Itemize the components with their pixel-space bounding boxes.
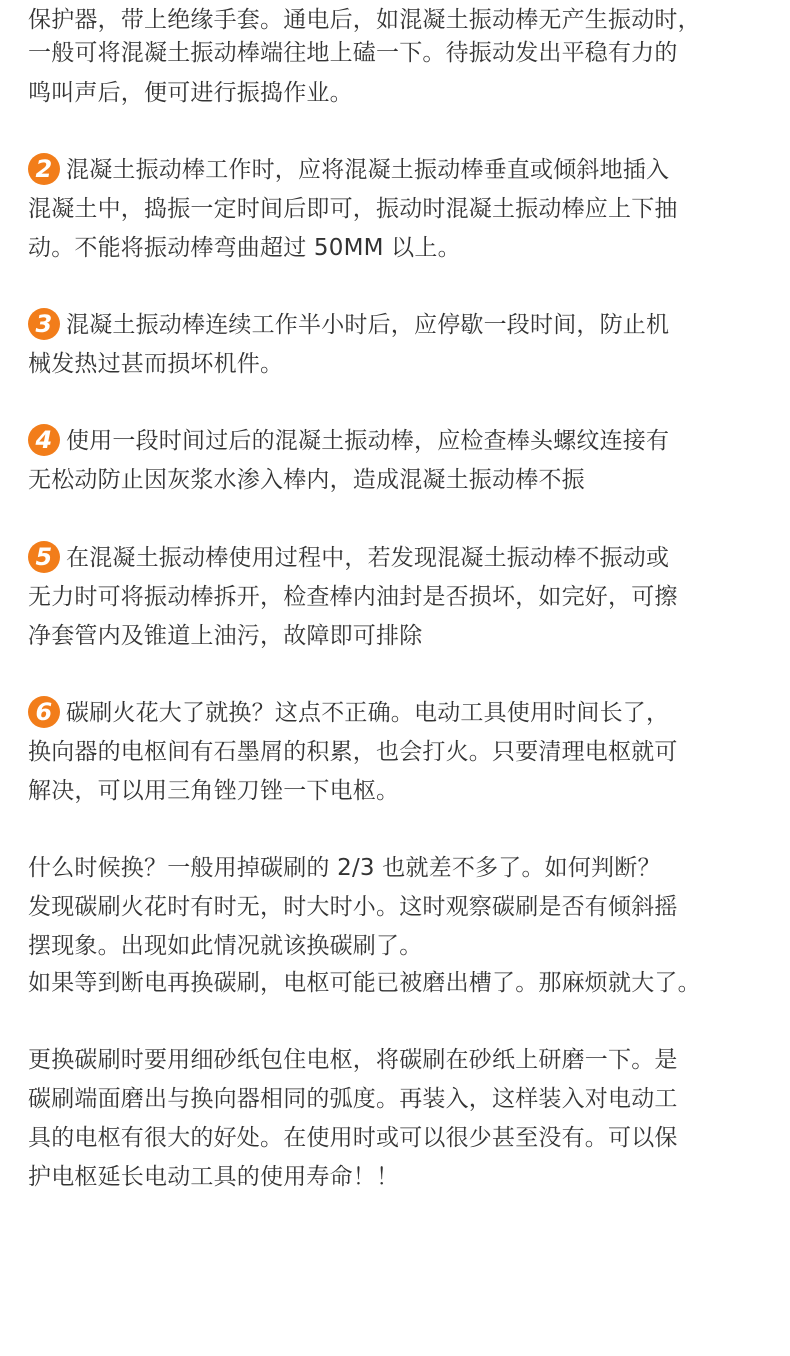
paragraph-line: 鸣叫声后，便可进行振捣作业。 — [28, 80, 353, 106]
number-badge-2: 2 — [28, 153, 60, 185]
paragraph-line: 换向器的电枢间有石墨屑的积累，也会打火。只要清理电枢就可 — [28, 739, 678, 765]
numbered-paragraph-line — [28, 305, 669, 345]
number-badge-6: 6 — [28, 696, 60, 728]
paragraph-line: 护电枢延长电动工具的使用寿命！！ — [28, 1164, 400, 1190]
paragraph-line: 摆现象。出现如此情况就该换碳刷了。 — [28, 933, 423, 959]
paragraph-line: 更换碳刷时要用细砂纸包住电枢，将碳刷在砂纸上研磨一下。是 — [28, 1047, 678, 1073]
paragraph-line: 碳刷端面磨出与换向器相同的弧度。再装入，这样装入对电动工 — [28, 1086, 678, 1112]
paragraph-line: 保护器，带上绝缘手套。通电后，如混凝土振动棒无产生振动时， — [28, 7, 701, 33]
paragraph-line: 无松动防止因灰浆水渗入棒内，造成混凝土振动棒不振 — [28, 467, 585, 493]
paragraph-line: 一般可将混凝土振动棒端往地上磕一下。待振动发出平稳有力的 — [28, 40, 678, 66]
paragraph-text: 混凝土振动棒工作时，应将混凝土振动棒垂直或倾斜地插入 — [66, 157, 670, 183]
paragraph-line: 混凝土中，捣振一定时间后即可，振动时混凝土振动棒应上下抽 — [28, 196, 678, 222]
number-badge-4: 4 — [28, 424, 60, 456]
numbered-paragraph-line — [28, 693, 669, 733]
paragraph-line: 具的电枢有很大的好处。在使用时或可以很少甚至没有。可以保 — [28, 1125, 678, 1151]
numbered-paragraph-line — [28, 150, 669, 190]
paragraph-text: 使用一段时间过后的混凝土振动棒，应检查棒头螺纹连接有 — [66, 428, 670, 454]
numbered-paragraph-line — [28, 421, 669, 461]
paragraph-text: 混凝土振动棒连续工作半小时后，应停歇一段时间，防止机 — [66, 312, 670, 338]
number-badge-5: 5 — [28, 541, 60, 573]
paragraph-line: 什么时候换？一般用掉碳刷的 2/3 也就差不多了。如何判断？ — [28, 855, 661, 881]
paragraph-line: 动。不能将振动棒弯曲超过 50MM 以上。 — [28, 235, 461, 261]
paragraph-line: 发现碳刷火花时有时无，时大时小。这时观察碳刷是否有倾斜摇 — [28, 894, 678, 920]
paragraph-line: 如果等到断电再换碳刷，电枢可能已被磨出槽了。那麻烦就大了。 — [28, 970, 701, 996]
paragraph-line: 净套管内及锥道上油污，故障即可排除 — [28, 623, 423, 649]
number-badge-3: 3 — [28, 308, 60, 340]
numbered-paragraph-line — [28, 538, 669, 578]
paragraph-line: 械发热过甚而损坏机件。 — [28, 351, 284, 377]
paragraph-text: 碳刷火花大了就换？这点不正确。电动工具使用时间长了， — [66, 700, 670, 726]
paragraph-line: 无力时可将振动棒拆开，检查棒内油封是否损坏，如完好，可擦 — [28, 584, 678, 610]
paragraph-text: 在混凝土振动棒使用过程中，若发现混凝土振动棒不振动或 — [66, 545, 670, 571]
paragraph-line: 解决，可以用三角锉刀锉一下电枢。 — [28, 778, 400, 804]
